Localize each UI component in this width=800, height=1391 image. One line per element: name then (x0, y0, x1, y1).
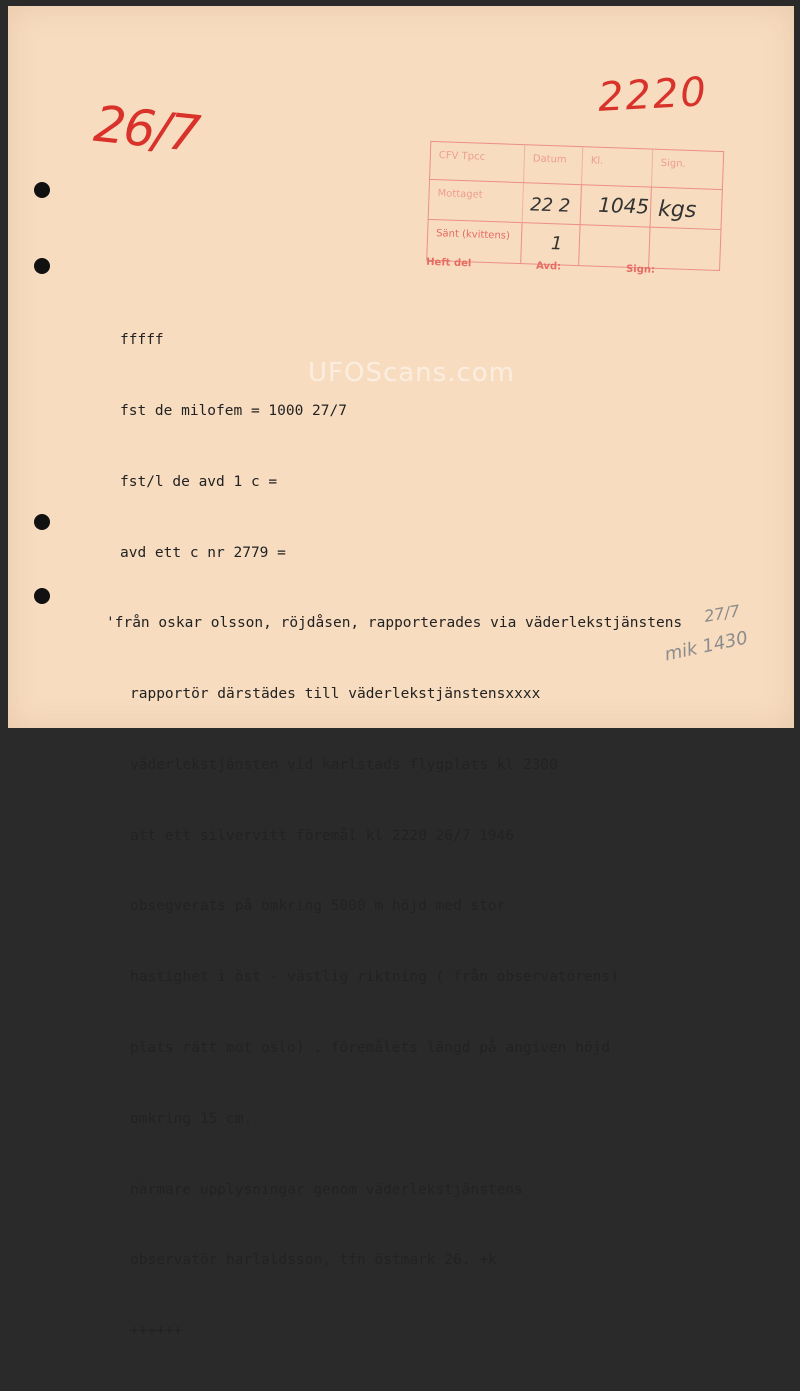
stamp-received-label: Mottaget (429, 180, 524, 223)
watermark: UFOScans.com (308, 358, 515, 388)
handwritten-number: 2220 (596, 69, 709, 121)
telegram-text (106, 282, 683, 1391)
telegram-line: fffff (120, 332, 164, 349)
stamp-header-time: Kl. (582, 147, 653, 187)
telegram-line: avd ett c nr 2779 = (120, 544, 286, 561)
punch-hole (34, 588, 50, 604)
handwritten-date: 26/7 (91, 94, 202, 164)
stamp-footer-sign: Sign: (625, 263, 656, 276)
telegram-line: ++++++ (130, 1323, 183, 1340)
pencil-date: 27/7 (702, 601, 742, 626)
telegram-line: närmare upplysningar genom väderlekstjänstens (130, 1181, 523, 1198)
pencil-note: mik 1430 (662, 627, 750, 666)
telegram-line: plats rätt mot oslo) . föremålets längd på angiven höjd (130, 1040, 611, 1056)
stamp-filled-sent: 1 (550, 233, 563, 255)
telegram-line: obsegverats på omkring 5000 m höjd med stor (130, 898, 506, 915)
stamp-footer-part: Heft del (425, 256, 472, 270)
stamp-header-sign: Sign. (660, 157, 686, 170)
telegram-line: väderlekstjänsten vid karlstads flygplats kl 2300 (130, 756, 558, 773)
stamp-filled-signature: kgs (657, 196, 697, 224)
stamp-filled-date: 22 2 (529, 194, 571, 217)
telegram-line: rapportör därstädes till väderlekstjänstensxxxx (130, 686, 541, 703)
stamp-header-unit: CFV Tpcc (430, 142, 525, 183)
stamp-sent-label: Sänt (kvittens) (427, 220, 522, 263)
receipt-stamp (426, 141, 726, 283)
telegram-line: omkring 15 cm. (130, 1110, 253, 1127)
stamp-filled-time: 1045 (597, 192, 650, 219)
telegram-line: fst/l de avd 1 c = (120, 473, 278, 490)
punch-hole (34, 182, 50, 198)
telegram-line: att ett silvervitt föremål kl 2220 26/7 1946 (130, 827, 515, 844)
stamp-header-date: Datum (524, 145, 583, 185)
telegram-line: fst de milofem = 1000 27/7 (120, 402, 347, 419)
document-page (8, 6, 794, 1340)
punch-hole (34, 514, 50, 530)
telegram-line: 'från oskar olsson, röjdåsen, rapporterades via väderlekstjänstens (106, 615, 683, 632)
punch-hole (34, 258, 50, 274)
stamp-footer-dept: Avd: (535, 260, 562, 273)
telegram-line: hastighet i öst - västlig riktning ( från observatörens) (130, 969, 619, 986)
telegram-line: observatör harlaldsson, tfn östmark 26. +k (130, 1252, 497, 1269)
